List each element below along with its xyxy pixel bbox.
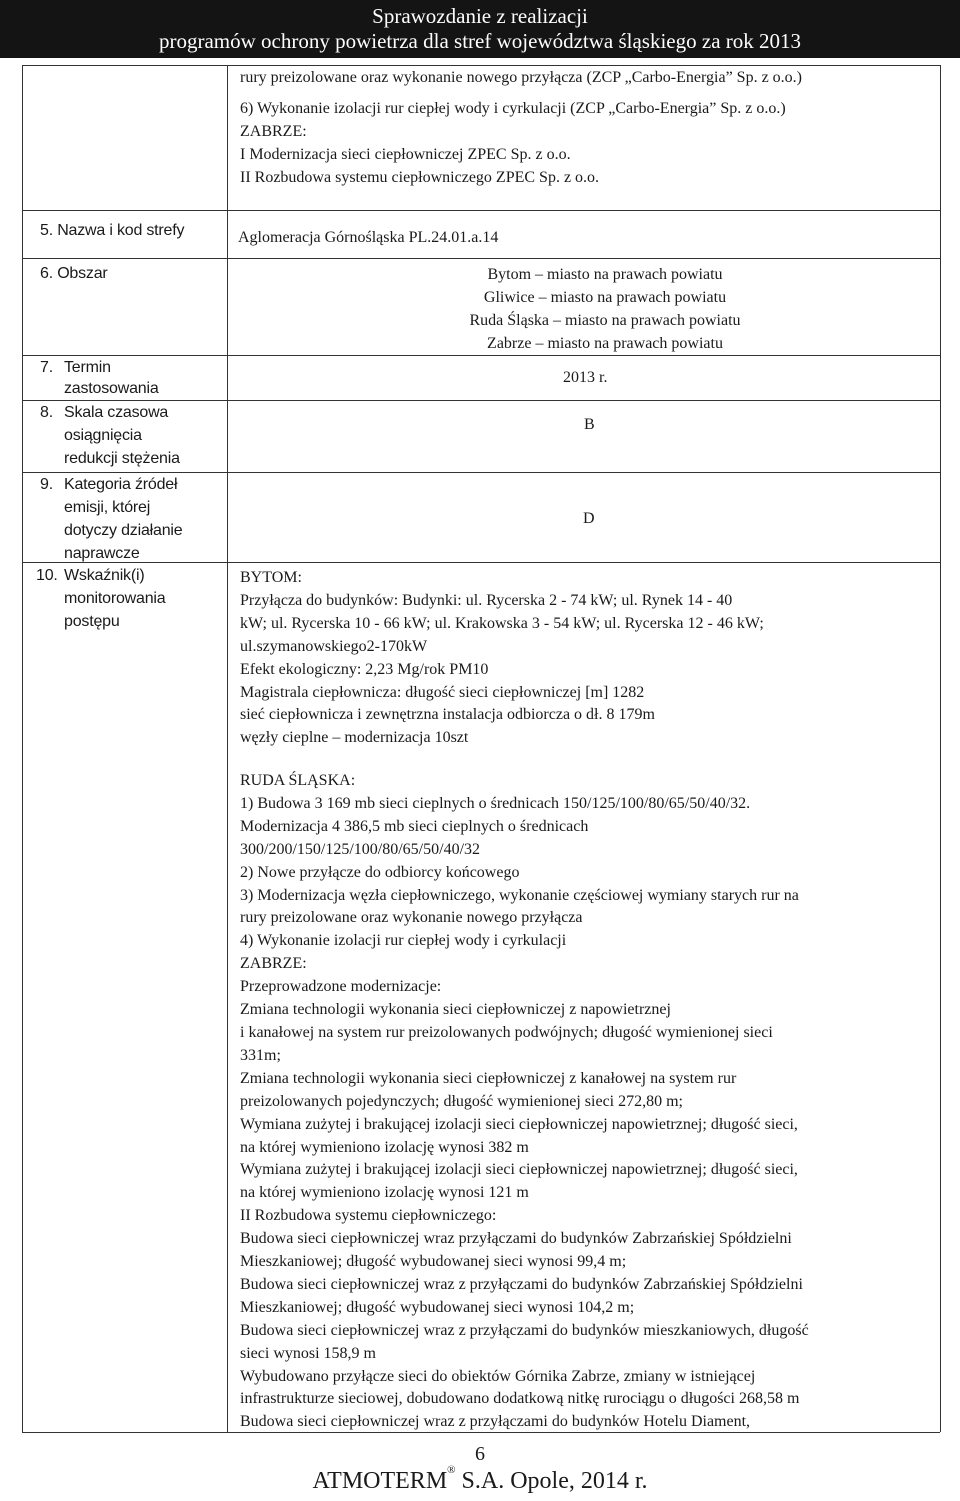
table-right-border [940, 65, 941, 1432]
row-divider-7 [22, 355, 940, 356]
row9-value: D [583, 510, 595, 527]
row9-label-line: naprawcze [64, 545, 140, 562]
text-line: 6) Wykonanie izolacji rur ciepłej wody i cyrkulacji (ZCP „Carbo-Energia” Sp. z o.o.) [240, 99, 786, 117]
text-line: ul.szymanowskiego2-170kW [240, 637, 428, 655]
text-line: Przyłącza do budynków: Budynki: ul. Rycerska 2 - 74 kW; ul. Rynek 14 - 40 [240, 591, 733, 609]
text-line: 1) Budowa 3 169 mb sieci cieplnych o średnicach 150/125/100/80/65/50/40/32. [240, 794, 751, 812]
text-line: II Rozbudowa systemu ciepłowniczego: [240, 1207, 497, 1225]
text-line: sieć ciepłownicza i zewnętrzna instalacja odbiorcza o dł. 8 179m [240, 706, 655, 724]
text-line: 3) Modernizacja węzła ciepłowniczego, wykonanie częściowej wymiany starych rur na [240, 886, 799, 904]
text-line: Budowa sieci ciepłowniczej wraz z przyłączami do budynków Zabrzańskiej Spółdzielni [240, 1275, 803, 1293]
text-line: na której wymieniono izolację wynosi 382 m [240, 1138, 529, 1156]
row6-value-3: Ruda Śląska – miasto na prawach powiatu [469, 312, 741, 329]
row8-num: 8. [40, 404, 53, 421]
top-continuation [240, 67, 940, 190]
text-line: infrastrukturze sieciowej, dobudowano dodatkową nitkę rurociągu o długości 268,58 m [240, 1390, 800, 1408]
row8-label-line: Skala czasowa [64, 404, 169, 421]
text-line: Budowa sieci ciepłowniczej wraz z przyłączami do budynków mieszkaniowych, długość [240, 1321, 809, 1339]
row10-label-line: postępu [64, 613, 120, 630]
row-divider-5 [22, 210, 940, 211]
text-line: Efekt ekologiczny: 2,23 Mg/rok PM10 [240, 660, 489, 678]
text-line: 4) Wykonanie izolacji rur ciepłej wody i cyrkulacji [240, 932, 567, 950]
row8-value: B [584, 416, 595, 433]
row7-label-line: Termin [64, 359, 111, 376]
text-line: na której wymieniono izolację wynosi 121 m [240, 1184, 529, 1202]
text-line: ZABRZE: [240, 122, 307, 140]
text-line: Wymiana zużytej i brakującej izolacji sieci ciepłowniczej napowietrznej; długość sieci, [240, 1161, 798, 1179]
text-line: kW; ul. Rycerska 10 - 66 kW; ul. Krakowska 3 - 54 kW; ul. Rycerska 12 - 46 kW; [240, 614, 764, 632]
text-line: sieci wynosi 158,9 m [240, 1344, 376, 1362]
row5-value: Aglomeracja Górnośląska PL.24.01.a.14 [238, 229, 499, 246]
row5-label: 5. Nazwa i kod strefy [40, 222, 185, 239]
text-line: Magistrala ciepłownicza: długość sieci ciepłowniczej [m] 1282 [240, 683, 645, 701]
table-left-border [22, 65, 23, 1432]
row10-label-line: monitorowania [64, 590, 166, 607]
row10-ruda-zabrze-block [240, 770, 940, 1434]
text-line: Zmiana technologii wykonania sieci ciepłowniczej z napowietrznej [240, 1001, 671, 1019]
row8-label-line: osiągnięcia [64, 427, 142, 444]
text-line: Wybudowano przyłącze sieci do obiektów Górnika Zabrze, zmiany w istniejącej [240, 1367, 756, 1385]
text-line: 331m; [240, 1046, 281, 1064]
row9-label-line: Kategoria źródeł [64, 476, 178, 493]
text-line: węzły cieplne – modernizacja 10szt [240, 729, 469, 747]
row7-num: 7. [40, 359, 53, 376]
page-number: 6 [475, 1443, 485, 1465]
row9-label-line: dotyczy działanie [64, 522, 183, 539]
text-line: Zmiana technologii wykonania sieci ciepłowniczej z kanałowej na system rur [240, 1069, 737, 1087]
table-top-rule [22, 65, 940, 66]
row-divider-6 [22, 258, 940, 259]
text-line: rury preizolowane oraz wykonanie nowego przyłącza (ZCP „Carbo-Energia” Sp. z o.o.) [240, 69, 803, 86]
row10-bytom-block [240, 567, 940, 750]
row6-value-4: Zabrze – miasto na prawach powiatu [487, 335, 723, 352]
registered-mark: ® [447, 1464, 456, 1476]
header-title-line2: programów ochrony powietrza dla stref województwa śląskiego za rok 2013 [158, 29, 802, 53]
row-divider-9 [22, 472, 940, 473]
table-col-divider [227, 65, 228, 1432]
row8-label-line: redukcji stężenia [64, 450, 180, 467]
row10-num: 10. [36, 567, 58, 584]
text-line: preizolowanych pojedynczych; długość wymienionej sieci 272,80 m; [240, 1092, 683, 1110]
zabrze-heading: ZABRZE: [240, 955, 307, 973]
text-line: Modernizacja 4 386,5 mb sieci cieplnych o średnicach [240, 817, 589, 835]
text-line: Mieszkaniowej; długość wybudowanej sieci wynosi 99,4 m; [240, 1253, 627, 1271]
text-line: rury preizolowane oraz wykonanie nowego przyłącza [240, 909, 583, 927]
row-divider-10 [22, 562, 940, 563]
text-line: I Modernizacja sieci ciepłowniczej ZPEC Sp. z o.o. [240, 145, 571, 163]
footer-company: ATMOTERM [312, 1468, 448, 1494]
page-footer [0, 1464, 960, 1495]
text-line: Przeprowadzone modernizacje: [240, 978, 442, 996]
text-line: i kanałowej na system rur preizolowanych podwójnych; długość wymienionej sieci [240, 1023, 773, 1041]
ruda-heading: RUDA ŚLĄSKA: [240, 772, 356, 789]
text-line: Wymiana zużytej i brakującej izolacji sieci ciepłowniczej napowietrznej; długość sieci, [240, 1115, 798, 1133]
text-line: Budowa sieci ciepłowniczej wraz z przyłączami do budynków Hotelu Diament, [240, 1413, 751, 1431]
row9-label-line: emisji, której [64, 499, 151, 516]
text-line: Mieszkaniowej; długość wybudowanej sieci wynosi 104,2 m; [240, 1298, 635, 1316]
text-line: Budowa sieci ciepłowniczej wraz przyłączami do budynków Zabrzańskiej Spółdzielni [240, 1230, 792, 1248]
footer-rest: S.A. Opole, 2014 r. [455, 1468, 648, 1494]
row7-value: 2013 r. [563, 369, 608, 386]
row6-label: 6. Obszar [40, 265, 108, 282]
text-line: 300/200/150/125/100/80/65/50/40/32 [240, 840, 481, 858]
row6-value-2: Gliwice – miasto na prawach powiatu [483, 289, 727, 306]
header-title-line1: Sprawozdanie z realizacji [372, 4, 588, 28]
row9-num: 9. [40, 476, 53, 493]
text-line: 2) Nowe przyłącze do odbiorcy końcowego [240, 863, 520, 881]
row7-label-line: zastosowania [64, 380, 159, 397]
row6-value-1: Bytom – miasto na prawach powiatu [487, 266, 723, 283]
row10-label-line: Wskaźnik(i) [64, 567, 145, 584]
row-divider-8 [22, 400, 940, 401]
bytom-heading: BYTOM: [240, 569, 302, 586]
text-line: II Rozbudowa systemu ciepłowniczego ZPEC Sp. z o.o. [240, 168, 600, 186]
